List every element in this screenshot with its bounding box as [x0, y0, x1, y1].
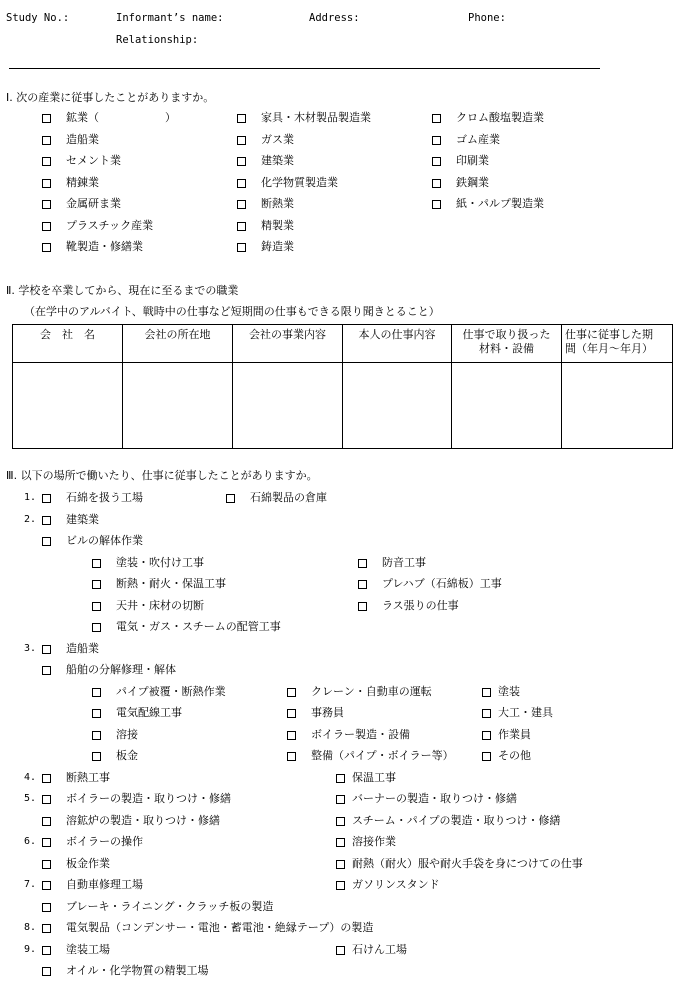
q6-number: 6. — [24, 836, 37, 847]
industry-col1-5-checkbox[interactable] — [42, 222, 51, 231]
employment-history-table — [12, 324, 673, 449]
q2-demolition-checkbox[interactable] — [42, 537, 51, 546]
industry-col3-3-checkbox[interactable] — [432, 179, 441, 188]
q7-number: 7. — [24, 879, 37, 890]
cell-materials-equipment[interactable] — [452, 363, 562, 449]
q3-col3-3-label: その他 — [498, 749, 531, 762]
q8-number: 8. — [24, 922, 37, 933]
industry-col1-5-label: プラスチック産業 — [66, 219, 154, 232]
q2-sub-left-3-checkbox[interactable] — [92, 623, 101, 632]
industry-col3-1-checkbox[interactable] — [432, 136, 441, 145]
q3-col1-0-label: パイプ被覆・断熱作業 — [116, 685, 226, 698]
industry-col1-4-checkbox[interactable] — [42, 200, 51, 209]
q5-left-0-checkbox[interactable] — [42, 795, 51, 804]
industry-col2-5-checkbox[interactable] — [237, 222, 246, 231]
industry-col1-2-checkbox[interactable] — [42, 157, 51, 166]
q2-sub-left-0-checkbox[interactable] — [92, 559, 101, 568]
phone-label: Phone: — [468, 12, 506, 24]
industry-col2-2-label: 建築業 — [261, 154, 294, 167]
q5-right-1-label: スチーム・パイプの製造・取りつけ・修繕 — [352, 814, 561, 827]
industry-col2-5-label: 精製業 — [261, 219, 294, 232]
q3-ship-repair-label: 船舶の分解修理・解体 — [66, 663, 176, 676]
q2-sub-right-2-checkbox[interactable] — [358, 602, 367, 611]
q6-right-0-checkbox[interactable] — [336, 838, 345, 847]
q6-left-0-checkbox[interactable] — [42, 838, 51, 847]
q3-col1-3-label: 板金 — [116, 749, 138, 762]
q5-right-0-label: バーナーの製造・取りつけ・修繕 — [352, 792, 517, 805]
industry-col1-3-label: 精錬業 — [66, 176, 99, 189]
q9-left-1-label: オイル・化学物質の精製工場 — [66, 964, 209, 977]
section2-note: （在学中のアルバイト、戦時中の仕事など短期間の仕事もできる限り聞きとること） — [24, 305, 440, 318]
q3-col3-3-checkbox[interactable] — [482, 752, 491, 761]
q2-sub-right-0-label: 防音工事 — [382, 556, 426, 569]
cell-employment-period[interactable] — [562, 363, 673, 449]
industry-col3-2-label: 印刷業 — [456, 154, 489, 167]
q2-sub-right-2-label: ラス張りの仕事 — [382, 599, 459, 612]
q2-sub-right-0-checkbox[interactable] — [358, 559, 367, 568]
q9-left-0-label: 塗装工場 — [66, 943, 110, 956]
q3-col3-1-label: 大工・建具 — [498, 706, 553, 719]
q6-left-0-label: ボイラーの操作 — [66, 835, 143, 848]
q9-number: 9. — [24, 944, 37, 955]
q5-number: 5. — [24, 793, 37, 804]
q2-sub-left-1-label: 断熱・耐火・保温工事 — [116, 577, 226, 590]
industry-col1-1-label: 造船業 — [66, 133, 99, 146]
column-header-materials-equipment: 仕事で取り扱った 材料・設備 — [452, 325, 562, 363]
header-divider — [9, 68, 600, 69]
q7-left-1-label: ブレーキ・ライニング・クラッチ板の製造 — [66, 900, 274, 913]
section1-title: Ⅰ. 次の産業に従事したことがありますか。 — [6, 91, 215, 104]
industry-col2-4-label: 断熱業 — [261, 197, 294, 210]
q4-number: 4. — [24, 772, 37, 783]
q2-sub-left-2-label: 天井・床材の切断 — [116, 599, 204, 612]
q2-sub-left-3-label: 電気・ガス・スチームの配管工事 — [116, 620, 281, 633]
q2-sub-right-1-checkbox[interactable] — [358, 580, 367, 589]
q9-left-0-checkbox[interactable] — [42, 946, 51, 955]
section2-title: Ⅱ. 学校を卒業してから、現在に至るまでの職業 — [6, 284, 239, 297]
q2-construction-checkbox[interactable] — [42, 516, 51, 525]
q1-asbestos-warehouse-checkbox[interactable] — [226, 494, 235, 503]
q9-left-1-checkbox[interactable] — [42, 967, 51, 976]
q5-left-0-label: ボイラーの製造・取りつけ・修繕 — [66, 792, 231, 805]
industry-col2-6-checkbox[interactable] — [237, 243, 246, 252]
q3-col3-1-checkbox[interactable] — [482, 709, 491, 718]
column-header-company-location: 会社の所在地 — [123, 325, 233, 363]
column-header-business-content: 会社の事業内容 — [233, 325, 343, 363]
informant-name-label: Informant’s name: — [116, 12, 224, 24]
column-header-job-content: 本人の仕事内容 — [343, 325, 452, 363]
q5-right-0-checkbox[interactable] — [336, 795, 345, 804]
q3-col2-0-label: クレーン・自動車の運転 — [311, 685, 432, 698]
q3-col3-2-label: 作業員 — [498, 728, 531, 741]
q3-ship-repair-checkbox[interactable] — [42, 666, 51, 675]
q3-col2-2-checkbox[interactable] — [287, 731, 296, 740]
relationship-label: Relationship: — [116, 34, 199, 46]
industry-col1-4-label: 金属研ま業 — [66, 197, 121, 210]
industry-col2-1-checkbox[interactable] — [237, 136, 246, 145]
industry-col3-0-label: クロム酸塩製造業 — [456, 111, 544, 124]
industry-col2-0-label: 家具・木材製品製造業 — [261, 111, 371, 124]
q8-left-0-label: 電気製品（コンデンサー・電池・蓄電池・絶縁テープ）の製造 — [66, 921, 374, 934]
q1-number: 1. — [24, 492, 37, 503]
q3-col1-3-checkbox[interactable] — [92, 752, 101, 761]
industry-col2-3-checkbox[interactable] — [237, 179, 246, 188]
q7-left-0-label: 自動車修理工場 — [66, 878, 143, 891]
industry-col1-6-label: 靴製造・修繕業 — [66, 240, 143, 253]
section3-title: Ⅲ. 以下の場所で働いたり、仕事に従事したことがありますか。 — [6, 469, 318, 482]
q1-asbestos-warehouse-label: 石綿製品の倉庫 — [250, 491, 327, 504]
industry-col3-2-checkbox[interactable] — [432, 157, 441, 166]
table-row — [13, 363, 673, 449]
industry-col3-4-checkbox[interactable] — [432, 200, 441, 209]
q7-left-1-checkbox[interactable] — [42, 903, 51, 912]
industry-col1-0-checkbox[interactable] — [42, 114, 51, 123]
q6-right-1-label: 耐熱（耐火）服や耐火手袋を身につけての仕事 — [352, 857, 583, 870]
q2-sub-left-0-label: 塗装・吹付け工事 — [116, 556, 204, 569]
q3-col3-2-checkbox[interactable] — [482, 731, 491, 740]
q2-construction-label: 建築業 — [66, 513, 99, 526]
q3-col2-0-checkbox[interactable] — [287, 688, 296, 697]
q3-col2-1-checkbox[interactable] — [287, 709, 296, 718]
q6-right-0-label: 溶接作業 — [352, 835, 396, 848]
q7-right-0-checkbox[interactable] — [336, 881, 345, 890]
q3-col3-0-label: 塗装 — [498, 685, 520, 698]
q6-left-1-checkbox[interactable] — [42, 860, 51, 869]
industry-col1-3-checkbox[interactable] — [42, 179, 51, 188]
q4-right-0-checkbox[interactable] — [336, 774, 345, 783]
address-label: Address: — [309, 12, 360, 24]
industry-col1-6-checkbox[interactable] — [42, 243, 51, 252]
cell-company-name[interactable] — [13, 363, 123, 449]
industry-col1-2-label: セメント業 — [66, 154, 121, 167]
q3-col2-2-label: ボイラー製造・設備 — [311, 728, 410, 741]
q2-number: 2. — [24, 514, 37, 525]
q5-right-1-checkbox[interactable] — [336, 817, 345, 826]
study-no-label: Study No.: — [6, 12, 70, 24]
q5-left-1-checkbox[interactable] — [42, 817, 51, 826]
q8-left-0-checkbox[interactable] — [42, 924, 51, 933]
industry-col3-1-label: ゴム産業 — [456, 133, 500, 146]
q3-col3-0-checkbox[interactable] — [482, 688, 491, 697]
q6-right-1-checkbox[interactable] — [336, 860, 345, 869]
q1-asbestos-factory-checkbox[interactable] — [42, 494, 51, 503]
industry-col2-6-label: 鋳造業 — [261, 240, 294, 253]
column-header-company-name: 会 社 名 — [13, 325, 123, 363]
q7-left-0-checkbox[interactable] — [42, 881, 51, 890]
q2-demolition-label: ビルの解体作業 — [66, 534, 143, 547]
table-header-row — [13, 325, 673, 363]
q3-col1-0-checkbox[interactable] — [92, 688, 101, 697]
cell-business-content[interactable] — [233, 363, 343, 449]
industry-col2-2-checkbox[interactable] — [237, 157, 246, 166]
industry-col1-1-checkbox[interactable] — [42, 136, 51, 145]
q3-col2-3-checkbox[interactable] — [287, 752, 296, 761]
q3-number: 3. — [24, 643, 37, 654]
industry-col2-0-checkbox[interactable] — [237, 114, 246, 123]
industry-col3-4-label: 紙・パルプ製造業 — [456, 197, 544, 210]
q9-right-0-label: 石けん工場 — [352, 943, 407, 956]
industry-col1-0-label: 鉱業（ ） — [66, 111, 176, 124]
q2-sub-left-1-checkbox[interactable] — [92, 580, 101, 589]
q4-right-0-label: 保温工事 — [352, 771, 396, 784]
q3-col2-1-label: 事務員 — [311, 706, 344, 719]
q2-sub-left-2-checkbox[interactable] — [92, 602, 101, 611]
q1-asbestos-factory-label: 石綿を扱う工場 — [66, 491, 143, 504]
q3-shipbuilding-label: 造船業 — [66, 642, 99, 655]
industry-col2-1-label: ガス業 — [261, 133, 294, 146]
q3-col1-2-label: 溶接 — [116, 728, 138, 741]
q5-left-1-label: 溶鉱炉の製造・取りつけ・修繕 — [66, 814, 220, 827]
q2-sub-right-1-label: プレハブ（石綿板）工事 — [382, 577, 502, 590]
q4-left-0-label: 断熱工事 — [66, 771, 110, 784]
industry-col3-0-checkbox[interactable] — [432, 114, 441, 123]
q6-left-1-label: 板金作業 — [66, 857, 110, 870]
q3-col1-2-checkbox[interactable] — [92, 731, 101, 740]
q3-col1-1-checkbox[interactable] — [92, 709, 101, 718]
cell-company-location[interactable] — [123, 363, 233, 449]
cell-job-content[interactable] — [343, 363, 452, 449]
q4-left-0-checkbox[interactable] — [42, 774, 51, 783]
q3-col1-1-label: 電気配線工事 — [116, 706, 182, 719]
column-header-employment-period: 仕事に従事した期 間（年月～年月） — [562, 325, 673, 363]
q3-shipbuilding-checkbox[interactable] — [42, 645, 51, 654]
industry-col3-3-label: 鉄鋼業 — [456, 176, 489, 189]
industry-col2-4-checkbox[interactable] — [237, 200, 246, 209]
industry-col2-3-label: 化学物質製造業 — [261, 176, 338, 189]
q9-right-0-checkbox[interactable] — [336, 946, 345, 955]
q3-col2-3-label: 整備（パイプ・ボイラー等） — [311, 749, 454, 762]
q7-right-0-label: ガソリンスタンド — [352, 878, 440, 891]
